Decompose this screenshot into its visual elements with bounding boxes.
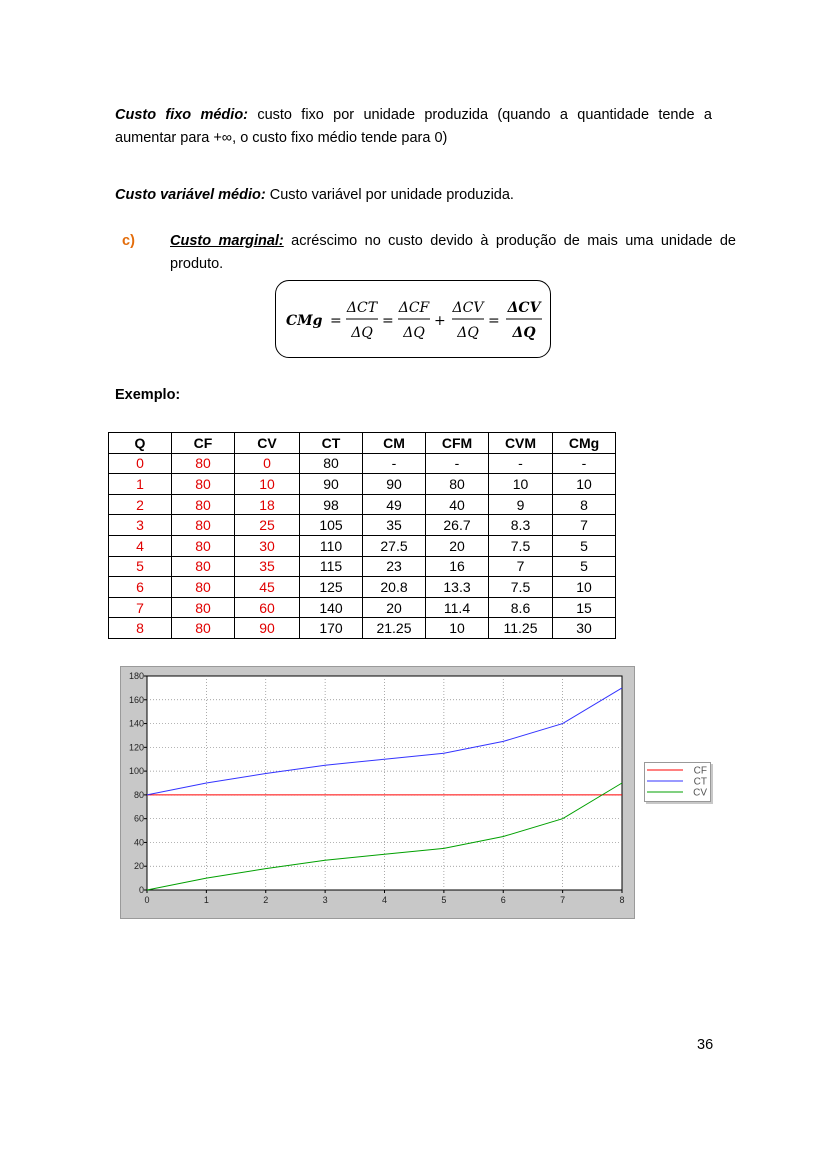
cfm-title: Custo fixo médio: <box>115 107 249 123</box>
table-cell: 8.3 <box>489 515 553 536</box>
table-cell: 10 <box>426 618 489 639</box>
y-tick-label: 20 <box>133 861 144 872</box>
table-cell: 80 <box>172 577 235 598</box>
y-tick-label: 180 <box>128 671 144 681</box>
item-c-letter: c) <box>122 233 135 249</box>
table-cell: 0 <box>235 453 300 474</box>
table-cell: 60 <box>235 597 300 618</box>
table-cell: - <box>553 453 616 474</box>
table-cell: 30 <box>235 535 300 556</box>
y-tick-label: 100 <box>128 766 144 777</box>
page-number: 36 <box>697 1037 714 1053</box>
table-cell: 80 <box>172 618 235 639</box>
table-cell: 10 <box>235 474 300 495</box>
table-cell: 27.5 <box>363 535 426 556</box>
table-cell: 49 <box>363 494 426 515</box>
formula-plus: + <box>434 313 446 329</box>
table-cell: 98 <box>300 494 363 515</box>
formula-t2-num: ΔCF <box>398 300 430 316</box>
x-tick-label: 2 <box>263 895 269 905</box>
table-cell: 20.8 <box>363 577 426 598</box>
table-cell: 21.25 <box>363 618 426 639</box>
table-cell: 1 <box>109 474 172 495</box>
formula-eq-1: = <box>330 313 342 329</box>
y-tick-label: 60 <box>133 813 144 824</box>
formula-box <box>275 280 551 358</box>
table-cell: 2 <box>109 494 172 515</box>
table-cell: 80 <box>172 597 235 618</box>
table-cell: 80 <box>172 453 235 474</box>
table-row <box>109 494 616 515</box>
table-cell: 125 <box>300 577 363 598</box>
exemplo-label: Exemplo: <box>115 387 181 403</box>
item-c-text: acréscimo no custo devido à produção de mais uma unidade de produto. <box>170 233 736 272</box>
y-tick-label: 120 <box>128 742 144 753</box>
table-cell: 80 <box>172 556 235 577</box>
table-cell: 8 <box>553 494 616 515</box>
formula-t4-den: ΔQ <box>512 325 536 341</box>
table-cell: 11.25 <box>489 618 553 639</box>
table-cell: 45 <box>235 577 300 598</box>
plot-area <box>147 676 622 890</box>
legend-svg <box>645 763 710 801</box>
table-cell: 8 <box>109 618 172 639</box>
y-tick-label: 140 <box>128 718 144 729</box>
x-tick-label: 6 <box>500 895 506 905</box>
table-cell: 7 <box>489 556 553 577</box>
table-cell: 140 <box>300 597 363 618</box>
table-cell: 80 <box>172 515 235 536</box>
table-cell: 10 <box>553 474 616 495</box>
y-tick-label: 80 <box>133 789 144 800</box>
table-cell: 18 <box>235 494 300 515</box>
table-cell: 7 <box>553 515 616 536</box>
table-header-row <box>109 433 616 454</box>
table-header-ct: CT <box>300 433 363 454</box>
table-cell: 80 <box>426 474 489 495</box>
table-cell: - <box>426 453 489 474</box>
table-cell: 40 <box>426 494 489 515</box>
table-cell: 16 <box>426 556 489 577</box>
table-cell: 35 <box>235 556 300 577</box>
table-cell: 35 <box>363 515 426 536</box>
table-cell: 3 <box>109 515 172 536</box>
table-cell: 9 <box>489 494 553 515</box>
formula-eq-2: = <box>382 313 394 329</box>
table-cell: 80 <box>300 453 363 474</box>
table-cell: 80 <box>172 494 235 515</box>
x-tick-label: 1 <box>203 895 209 905</box>
table-cell: 6 <box>109 577 172 598</box>
cvm-text: Custo variável por unidade produzida. <box>265 187 514 203</box>
formula-lhs: CMg <box>286 313 323 329</box>
x-tick-label: 4 <box>381 895 388 905</box>
table-header-q: Q <box>109 433 172 454</box>
table-cell: 10 <box>489 474 553 495</box>
y-tick-label: 160 <box>128 694 144 705</box>
table-cell: 11.4 <box>426 597 489 618</box>
formula-t4-num: ΔCV <box>507 300 541 316</box>
table-header-cmg: CMg <box>553 433 616 454</box>
x-tick-label: 0 <box>144 895 150 905</box>
table-body <box>109 453 616 638</box>
chart-legend <box>644 762 711 802</box>
table-header-cf: CF <box>172 433 235 454</box>
table-cell: 15 <box>553 597 616 618</box>
legend-label-ct: CT <box>693 776 707 788</box>
table-cell: 90 <box>235 618 300 639</box>
table-cell: 80 <box>172 535 235 556</box>
table-cell: 7.5 <box>489 535 553 556</box>
table-cell: 30 <box>553 618 616 639</box>
table-cell: 10 <box>553 577 616 598</box>
table-cell: 105 <box>300 515 363 536</box>
table-cell: 90 <box>300 474 363 495</box>
table-row <box>109 453 616 474</box>
table-header-cv: CV <box>235 433 300 454</box>
table-cell: 13.3 <box>426 577 489 598</box>
table-cell: 5 <box>553 535 616 556</box>
table-row <box>109 577 616 598</box>
table-row <box>109 618 616 639</box>
cost-table <box>108 432 616 639</box>
formula-t3-num: ΔCV <box>452 300 484 316</box>
item-c-title: Custo marginal: <box>170 233 284 249</box>
cvm-paragraph <box>115 184 712 207</box>
table-cell: 7 <box>109 597 172 618</box>
y-tick-label: 40 <box>133 837 144 848</box>
cfm-paragraph <box>115 104 712 150</box>
cvm-title: Custo variável médio: <box>115 187 266 203</box>
table-cell: 26.7 <box>426 515 489 536</box>
table-row <box>109 474 616 495</box>
table-cell: 25 <box>235 515 300 536</box>
y-tick-label: 0 <box>138 885 144 895</box>
table-cell: 170 <box>300 618 363 639</box>
formula-t1-num: ΔCT <box>346 300 378 316</box>
item-c-paragraph <box>122 230 736 276</box>
table-cell: 5 <box>553 556 616 577</box>
formula-t2-den: ΔQ <box>403 325 425 341</box>
table-cell: 7.5 <box>489 577 553 598</box>
cost-chart <box>120 666 634 918</box>
x-tick-label: 8 <box>619 895 625 905</box>
legend-label-cf: CF <box>693 765 707 777</box>
table-cell: 80 <box>172 474 235 495</box>
x-tick-label: 5 <box>441 895 447 905</box>
x-tick-label: 3 <box>322 895 328 905</box>
x-tick-label: 7 <box>560 895 566 905</box>
cfm-text: custo fixo por unidade produzida (quando a quantidade tende a aumentar para +∞, o custo fixo médio tende para 0) <box>115 107 712 146</box>
table-row <box>109 535 616 556</box>
table-cell: 115 <box>300 556 363 577</box>
formula-t3-den: ΔQ <box>457 325 479 341</box>
legend-label-cv: CV <box>693 787 707 799</box>
table-cell: 20 <box>363 597 426 618</box>
table-header-cm: CM <box>363 433 426 454</box>
table-header-cvm: CVM <box>489 433 553 454</box>
table-cell: 90 <box>363 474 426 495</box>
formula-svg <box>276 281 552 359</box>
table-cell: 8.6 <box>489 597 553 618</box>
table-cell: 4 <box>109 535 172 556</box>
table-cell: - <box>489 453 553 474</box>
table-cell: - <box>363 453 426 474</box>
table-row <box>109 515 616 536</box>
table-cell: 23 <box>363 556 426 577</box>
formula-t1-den: ΔQ <box>351 325 373 341</box>
table-row <box>109 556 616 577</box>
table-cell: 110 <box>300 535 363 556</box>
table-cell: 5 <box>109 556 172 577</box>
table-row <box>109 597 616 618</box>
table-cell: 0 <box>109 453 172 474</box>
table-header-cfm: CFM <box>426 433 489 454</box>
table-cell: 20 <box>426 535 489 556</box>
formula-eq-3: = <box>488 313 500 329</box>
